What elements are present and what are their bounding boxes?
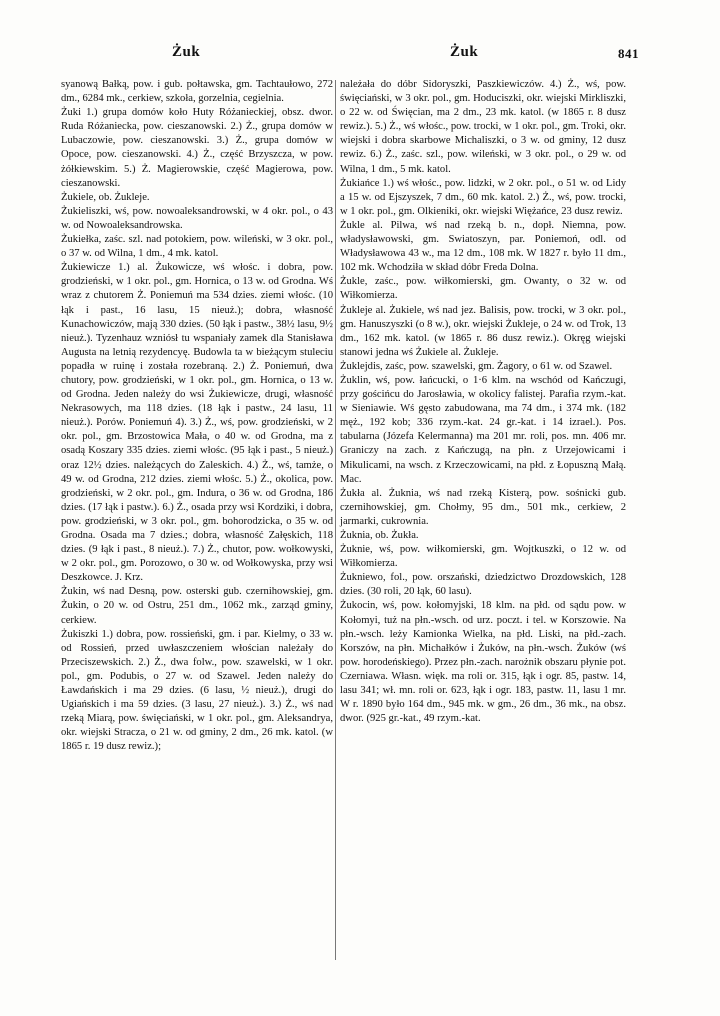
entry-paragraph: Żukiszki 1.) dobra, pow. rossieński, gm. i par. Kielmy, o 33 w. od Rossień, przed uwłaszczeniem włościan należały do Przeciszewskich. 2.) Ż., dwa folw., pow. szawelski, w 1 okr. pol., gm. Podubis, o 27 w. od Szawel. Jeden należy do Ławdańskich i ma 29 dzies. (6 lasu, ½ nieuż.), drugi do Ugiańskich i ma 59 dzies. (3 lasu, 27 nieuż.). 3.) Ż., wś nad rzeką Miarą, pow. święciański, w 1 okr. pol., gm. Aleksandrya, okr. wiejski Stracza, o 21 w. od gminy, 2 dm., 26 mk. katol. (w 1865 r. 19 dusz rewiz.); xyxy=(61,628,333,753)
entry-paragraph: Żuknia, ob. Żukła. xyxy=(340,530,419,541)
column-divider xyxy=(335,80,336,960)
entry-paragraph: Żukiele, ob. Żukleje. xyxy=(61,191,150,203)
entry-paragraph: Żukleje al. Żukiele, wś nad jez. Balisis, pow. trocki, w 3 okr. pol., gm. Hanuszyszki (o 8 w.), okr. wiejski Żukleje, o 24 w. od Trok, 13 dm., 162 mk. katol. (w 1865 r. 86 dusz rewiz.). Okręg wiejski stanowi jedna wś Żukiele al. Żukleje. xyxy=(340,304,626,358)
entry-paragraph: Żukieliszki, wś, pow. nowoaleksandrowski, w 4 okr. pol., o 43 w. od Nowoaleksandrowska. xyxy=(61,205,333,231)
left-column xyxy=(61,78,333,755)
running-head-left: Żuk xyxy=(172,44,201,60)
entry-paragraph: Żukiełka, zaśc. szl. nad potokiem, pow. wileński, w 3 okr. pol., o 37 w. od Wilna, 1 dm., 4 mk. katol. xyxy=(61,234,333,260)
entry-paragraph: Żukiańce 1.) wś włośc., pow. lidzki, w 2 okr. pol., o 51 w. od Lidy a 15 w. od Ejszyszek, 7 dm., 60 mk. katol. 2.) Ż., wś, pow. trocki, w 1 okr. pol., gm. Olkieniki, okr. wiejski Więżańce, 23 dusz rewiz. xyxy=(340,177,626,217)
entry-paragraph: Żukła al. Żuknia, wś nad rzeką Kisterą, pow. sośnicki gub. czernihowskiej, gm. Chołmy, 95 dm., 501 mk., cerkiew, 2 jarmarki, cukrownia. xyxy=(340,487,626,527)
entry-paragraph: Żukle, zaśc., pow. wiłkomierski, gm. Owanty, o 32 w. od Wiłkomierza. xyxy=(340,276,626,302)
entry-paragraph: Żuklin, wś, pow. łańcucki, o 1·6 klm. na wschód od Kańczugi, przy gościńcu do Jarosławia, w okolicy falistej. Parafia rzym.-kat. w Sieniawie. Wś gęsto zabudowana, ma 74 dm., i 374 mk. (182 męż., 192 kob; 336 rzym.-kat. 24 gr.-kat. i 14 izrael.). Pos. tabularna (Józefa Kelermanna) ma 201 mr. roli, pos. mn. 406 mr. Graniczy na zach. z Kańczugą, na płn. z Urzejowicami i Mikulicami, na wsch. z Krzeczowicami, na płd. z Łopuszną Małą. Mac. xyxy=(340,374,626,485)
entry-paragraph: Żukniewo, fol., pow. orszański, dziedzictwo Drozdowskich, 128 dzies. (30 roli, 20 łąk, 60 lasu). xyxy=(340,572,626,598)
entry-paragraph: należała do dóbr Sidoryszki, Paszkiewiczów. 4.) Ż., wś, pow. święciański, w 3 okr. pol., gm. Hoduciszki, okr. wiejski Mirkliszki, o 22 w. od Święcian, ma 2 dm., 23 mk. katol. (w 1865 r. 8 dusz rewiz.). 5.) Ż., wś włośc., pow. trocki, w 1 okr. pol., gm. Troki, okr. wiejski i dobra skarbowe Michaliszki, o 3 w. od gminy, 12 dusz rewiz. 6.) Ż., zaśc. szl., pow. wileński, w 3 okr. pol., o 29 w. od Wilna, 1 dm., 5 mk. katol. xyxy=(340,79,626,175)
entry-paragraph: syanową Bałką, pow. i gub. połtawska, gm. Tachtaułowo, 272 dm., 6284 mk., cerkiew, szkoła, gorzelnia, cegielnia. xyxy=(61,79,333,105)
entry-paragraph: Żuklejdis, zaśc, pow. szawelski, gm. Żagory, o 61 w. od Szawel. xyxy=(340,360,613,372)
entry-paragraph: Żukle al. Pilwa, wś nad rzeką b. n., dopł. Niemna, pow. władysławowski, gm. Swiatoszyn, par. Poniemoń, odl. od Władysławowa 43 w., ma 12 dm., 108 mk. W 1827 r. było 11 dm., 102 mk. Wchodziła w skład dóbr Freda Dolna. xyxy=(340,219,626,274)
entry-paragraph: Żukiewicze 1.) al. Żukowicze, wś włośc. i dobra, pow. grodzieński, w 1 okr. pol., gm. Hornica, o 13 w. od Grodna. Wś wraz z chutorem Ż. Poniemuń ma 534 dzies. ziemi włośc. (10 łąk i past., 16 lasu, 15 nieuż.); dobra, własność Kunachowiczów, mają 330 dzies. (50 łąk i pastw., 38½ lasu, 9½ nieuż.). Tyzenhauz wzniósł tu wspaniały zamek dla Stanisława Augusta na letnią rezydencyę. Budowla ta w bieżącym stuleciu popadła w ruinę i została rozebraną. 2.) Ż. Poniemuń, dwa chutory, pow. grodzieński, w 1 okr. pol., gm. Hornica, o 13 w. od Grodna. Jeden należy do wsi Żukiewicze, drugi, własność Nekrasowych, ma 118 dzies. (18 łąk i pastw., 24 lasu, 11 nieuż.). Porów. Poniemuń 4). 3.) Ż., wś, pow. grodzieński, w 2 okr. pol., gm. Brzostowica Mała, o 40 w. od Grodna, ma z osadą Koszary 335 dzies. ziemi włośc. (95 łąk i past., 5 nieuż.) oraz 12½ dzies. należących do Zaleskich. 4.) Ż., wś, tamże, o 49 w. od Grodna, 212 dzies. ziemi włośc. 5.) Ż., okolica, pow. grodzieński, w 2 okr. pol., gm. Indura, o 36 w. od Grodna, 186 dzies. (17 łąk i pastw.). 6.) Ż., osada przy wsi Kordziki, i dobra, pow. grodzieński, w 3 okr. pol., gm. bohorodzicka, o 35 w. od Grodna. Osada ma 7 dzies.; dobra, własność Załęskich, 118 dzies. (9 łąk i past., 8 nieuż.). 7.) Ż., chutor, pow. wołkowyski, w 2 okr. pol., gm. Porozowo, o 30 w. od Wołkowyska, przy wsi Deszkowce. J. Krz. xyxy=(61,262,333,584)
entry-paragraph: Żukin, wś nad Desną, pow. osterski gub. czernihowskiej, gm. Żukin, o 20 w. od Ostru, 251 dm., 1062 mk., zarząd gminy, cerkiew. xyxy=(61,586,333,626)
right-column xyxy=(340,78,626,726)
entry-paragraph: Żuki 1.) grupa domów koło Huty Różanieckiej, obsz. dwor. Ruda Różaniecka, pow. cieszanowski. 2.) Ż., grupa domów w Lubaczowie, pow. cieszanowski. 3.) Ż., grupa domów w Opoce, pow. cieszanowski. 4.) Ż., część Brzyszcza, w pow. żółkiewskim. 5.) Ż. Magierowskie, część Magierowa, pow. cieszanowski. xyxy=(61,107,333,189)
entry-paragraph: Żukocin, wś, pow. kołomyjski, 18 klm. na płd. od sądu pow. w Kołomyi, tuż na płn.-wsch. od urz. poczt. i tel. w Korszowie. Na płn.-wsch. leży Kamionka Wielka, na płd. Liski, na płd.-zach. Korszów, na płn. Michałków i Żuków, na płn.-wsch. Żuków (wś pow. horodeńskiego). Przez płn.-zach. narożnik obszaru płynie pot. Czerniawa. Własn. więk. ma roli or. 315, łąk i ogr. 85, pastw. 14, lasu 341; wł. mn. roli or. 623, łąk i ogr. 183, pastw. 11, lasu 1 mr. W r. 1890 było 164 dm., 945 mk. w gm., 26 dm., 36 mk., na obsz. dwor. (925 gr.-kat., 49 rzym.-kat. xyxy=(340,600,626,725)
running-head-right: Żuk xyxy=(450,44,479,60)
page-number: 841 xyxy=(618,46,639,61)
entry-paragraph: Żuknie, wś, pow. wiłkomierski, gm. Wojtkuszki, o 12 w. od Wiłkomierza. xyxy=(340,544,626,570)
